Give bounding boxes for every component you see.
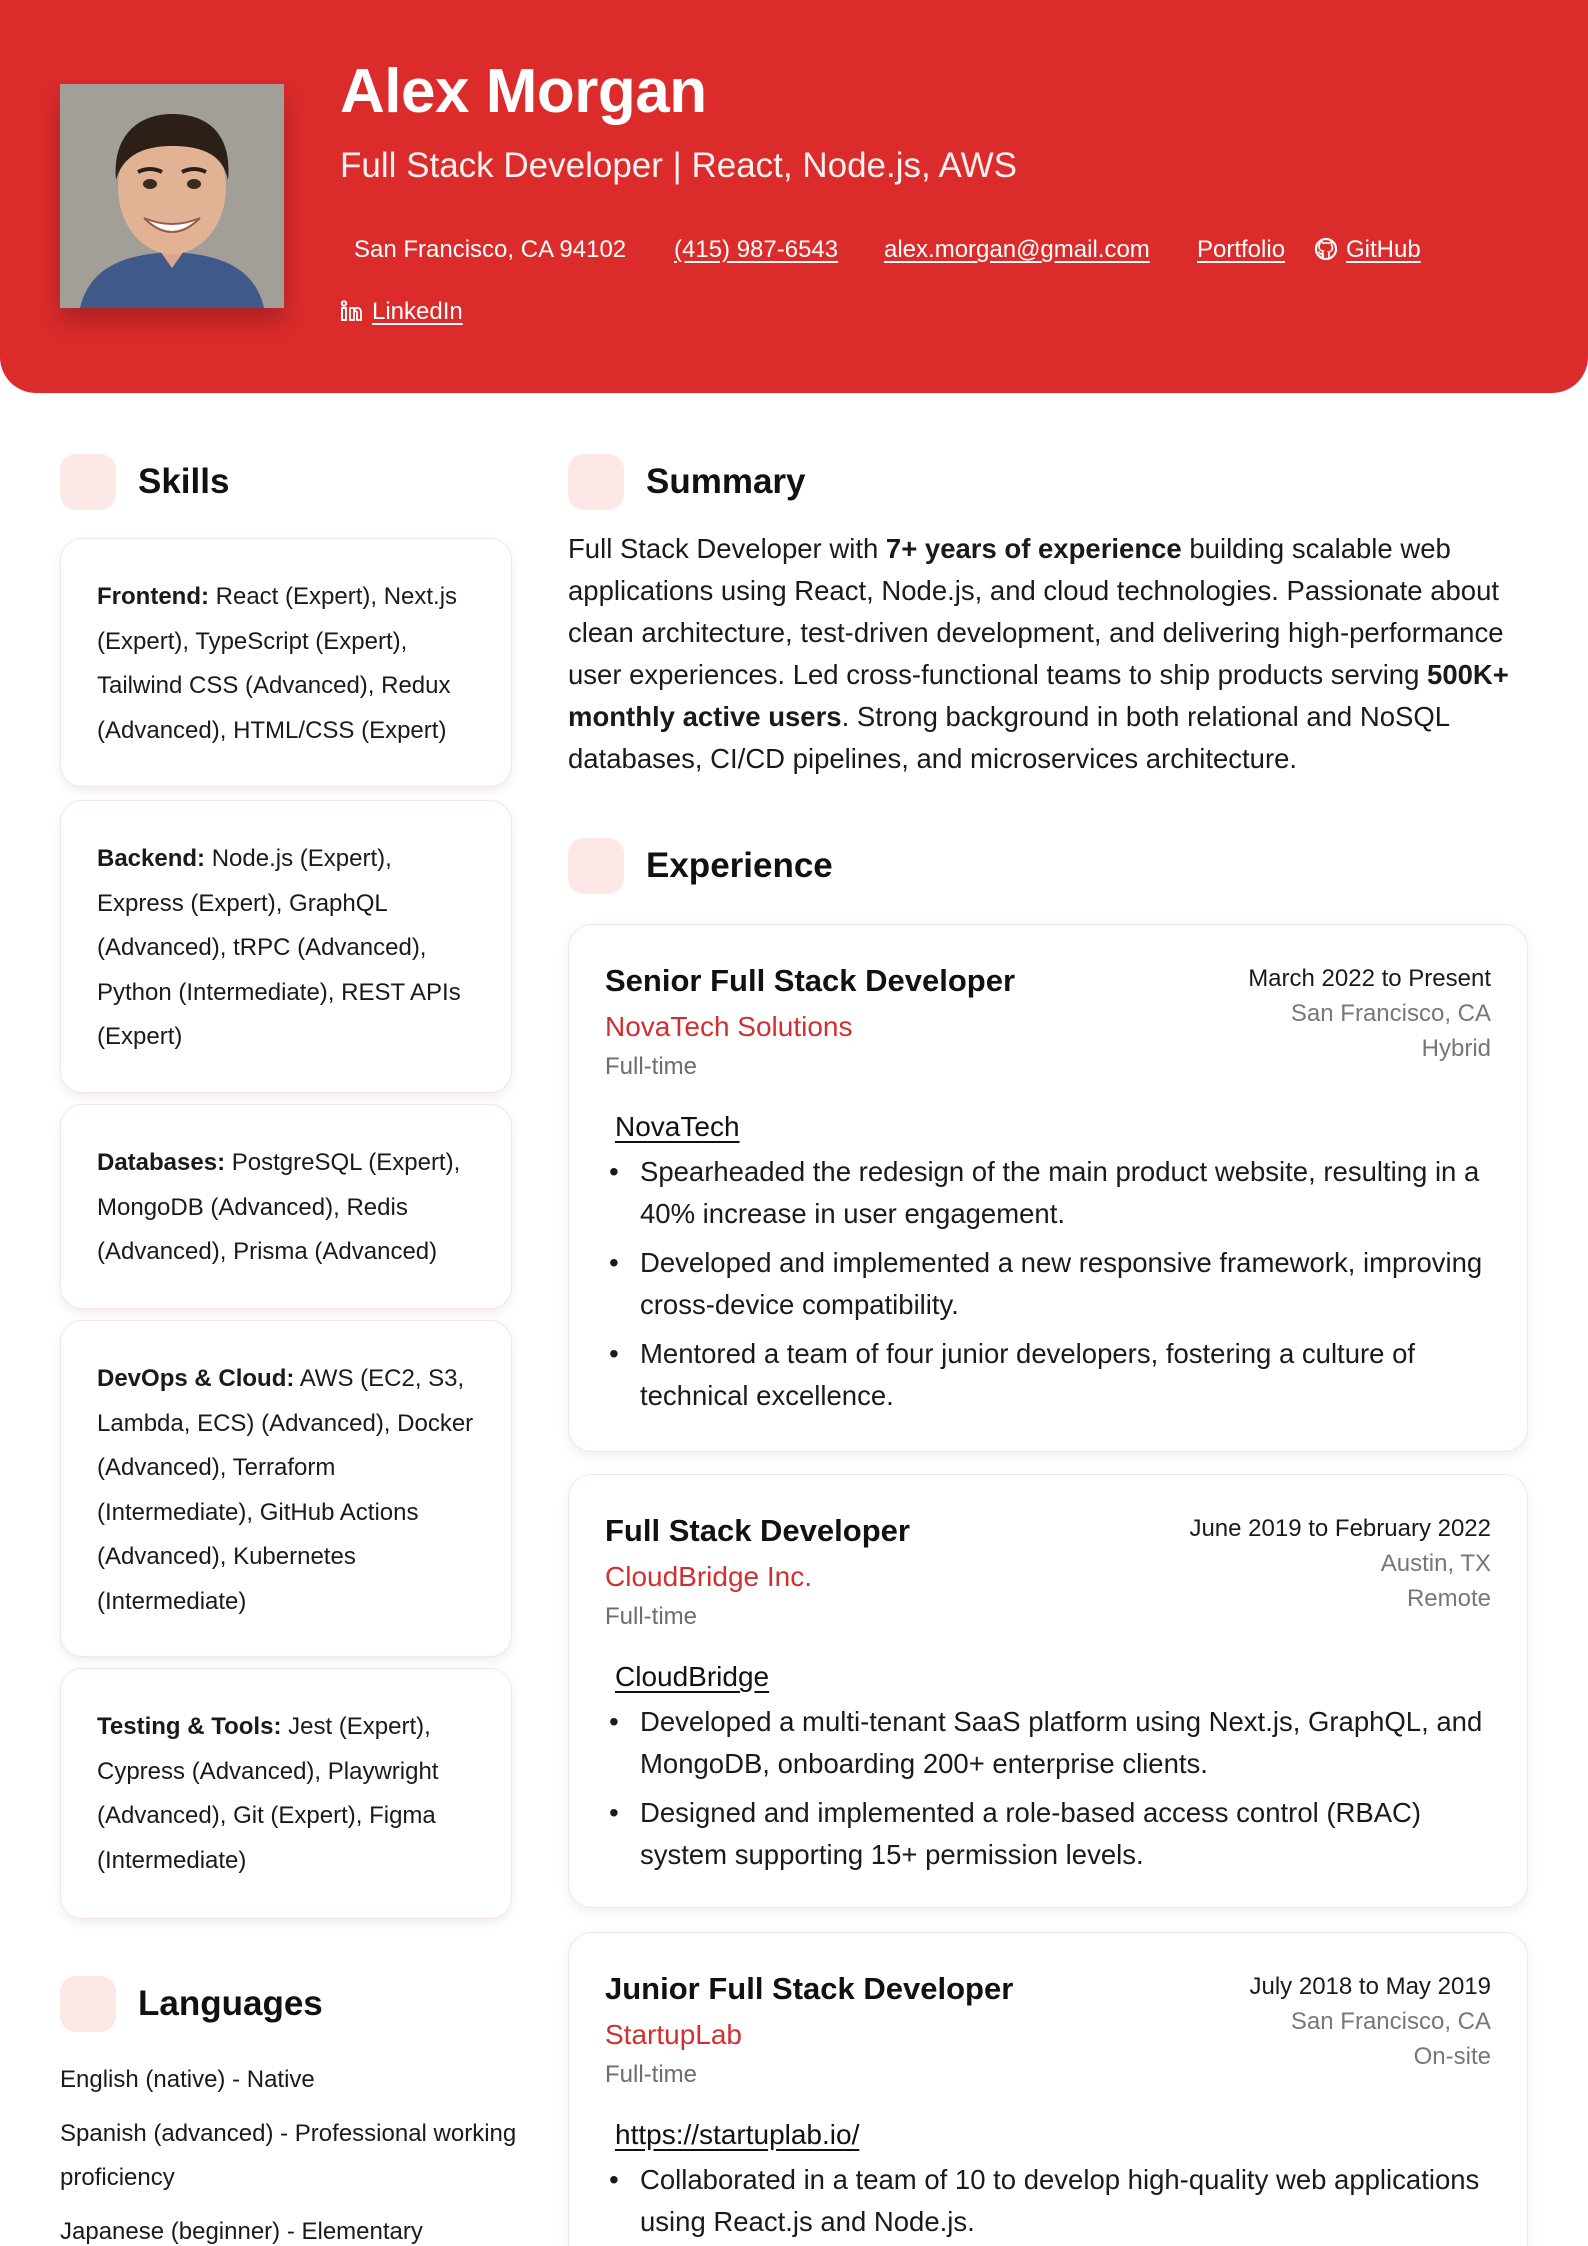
job-bullets [605,2159,1485,2246]
job-title: Junior Full Stack Developer [605,1971,1014,2006]
list-item: • Spearheaded the redesign of the main product website, resulting in a 40% increase in user engagement. [605,1151,1485,1235]
skill-label: Backend: [97,845,206,872]
summary-section-title: Summary [568,454,806,510]
contact-location: San Francisco, CA 94102 [354,236,627,263]
job-location: Austin, TX [1380,1550,1491,1577]
list-item: • Designed and implemented a role-based access control (RBAC) system supporting 15+ permission levels. [605,1792,1485,1876]
github-icon [1314,237,1338,268]
skill-card-frontend [60,538,512,787]
skill-card-devops [60,1320,512,1657]
resume-header [0,0,1588,393]
employment-type: Full-time [605,1053,698,1080]
company-name: CloudBridge Inc. [605,1561,813,1592]
job-dates: June 2019 to February 2022 [1189,1515,1491,1542]
work-mode: On-site [1413,2043,1491,2070]
skill-label: DevOps & Cloud: [97,1365,295,1392]
skill-text: Jest (Expert), Cypress (Advanced), Playwright (Advanced), Git (Expert), Figma (Intermediate) [97,1713,439,1874]
list-item: • Developed and implemented a new responsive framework, improving cross-device compatibility. [605,1242,1485,1326]
list-item: • Developed a multi-tenant SaaS platform using Next.js, GraphQL, and MongoDB, onboarding 200+ enterprise clients. [605,1701,1485,1785]
job-title: Senior Full Stack Developer [605,963,1016,998]
experience-section-title: Experience [568,838,833,894]
contact-email-link[interactable]: alex.morgan@gmail.com [884,236,1150,263]
skill-text: AWS (EC2, S3, Lambda, ECS) (Advanced), Docker (Advanced), Terraform (Intermediate), GitHub Actions (Advanced), Kubernetes (Intermediate) [97,1365,474,1615]
portfolio-link[interactable]: Portfolio [1197,236,1286,263]
job-location: San Francisco, CA [1290,1000,1491,1027]
company-link[interactable]: CloudBridge [615,1661,770,1692]
work-mode: Remote [1406,1585,1491,1612]
profile-photo [60,84,284,308]
company-name: StartupLab [605,2019,742,2050]
company-link[interactable]: https://startuplab.io/ [615,2119,860,2150]
experience-card [568,1474,1528,1908]
contact-phone-link[interactable]: (415) 987-6543 [674,236,839,263]
job-bullets [605,1151,1485,1424]
employment-type: Full-time [605,1603,698,1630]
company-link[interactable]: NovaTech [615,1111,740,1142]
job-meta [1250,1969,1492,2074]
linkedin-link[interactable]: LinkedIn [372,298,463,325]
list-item: • Mentored a team of four junior developers, fostering a culture of technical excellence. [605,1333,1485,1417]
job-dates: March 2022 to Present [1248,965,1491,992]
skill-text: React (Expert), Next.js (Expert), TypeScript (Expert), Tailwind CSS (Advanced), Redux (Advanced), HTML/CSS (Expert) [97,583,458,744]
company-name: NovaTech Solutions [605,1011,853,1042]
job-location: San Francisco, CA [1290,2008,1491,2035]
skill-label: Databases: [97,1149,226,1176]
language-item: Spanish (advanced) - Professional working proficiency [60,2120,517,2191]
section-marker-icon [568,454,624,510]
job-meta [1248,961,1491,1066]
skill-label: Frontend: [97,583,209,610]
skill-text: PostgreSQL (Expert), MongoDB (Advanced), Redis (Advanced), Prisma (Advanced) [97,1149,461,1265]
list-item: • Collaborated in a team of 10 to develop high-quality web applications using React.js and Node.js. [605,2159,1485,2243]
job-dates: July 2018 to May 2019 [1249,1973,1491,2000]
language-item: Japanese (beginner) - Elementary [60,2218,423,2245]
employment-type: Full-time [605,2061,698,2088]
skills-section-title: Skills [60,454,229,510]
experience-card [568,1932,1528,2246]
summary-text: Full Stack Developer with 7+ years of experience building scalable web applications using React, Node.js, and cloud technologies. Passionate about clean architecture, test-driven development, and delivering high-performance user experiences. Led cross-functional teams to ship products serving 500K+ monthly active users. Strong background in both relational and NoSQL databases, CI/CD pipelines, and microservices architecture. [568,533,1509,774]
candidate-name: Alex Morgan [340,57,707,126]
linkedin-contact[interactable] [340,298,463,330]
experience-card [568,924,1528,1452]
job-bullets [605,1701,1485,1883]
skill-text: Node.js (Expert), Express (Expert), GraphQL (Advanced), tRPC (Advanced), Python (Intermediate), REST APIs (Expert) [97,845,461,1050]
languages-section-title: Languages [60,1976,323,2032]
section-marker-icon [60,454,116,510]
skill-card-databases [60,1104,512,1309]
section-marker-icon [568,838,624,894]
section-marker-icon [60,1976,116,2032]
skill-card-backend [60,800,512,1093]
skill-label: Testing & Tools: [97,1713,282,1740]
github-link[interactable]: GitHub [1346,236,1421,263]
github-contact[interactable] [1314,236,1421,268]
candidate-headline: Full Stack Developer | React, Node.js, AWS [340,146,1017,185]
job-meta [1189,1511,1491,1616]
language-item: English (native) - Native [60,2066,315,2093]
skill-card-testing [60,1668,512,1919]
job-title: Full Stack Developer [605,1513,910,1548]
work-mode: Hybrid [1421,1035,1491,1062]
linkedin-icon [340,299,364,330]
